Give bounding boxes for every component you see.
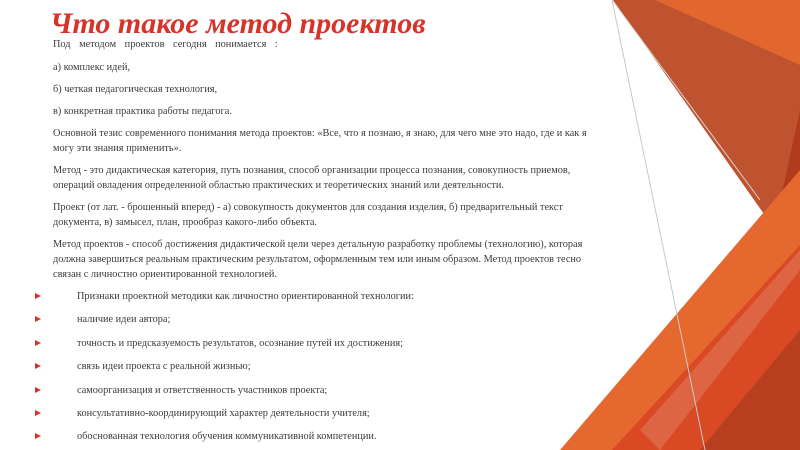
paragraph-project-definition: Проект (от лат. - брошенный вперед) - а) совокупность документов для создания изделия, б) предварительный текст документа, в) замысел, план, прообраз какого-либо объекта. (53, 202, 563, 228)
slide-body (53, 37, 595, 450)
bullet-item: обоснованная технология обучения коммуникативной компетенции. (53, 429, 595, 444)
paragraph-method-definition: Метод - это дидактическая категория, путь познания, способ организации процесса познания, совокупность приемов, операций овладения определенной областью практических и теоретических знаний или деятельности. (53, 165, 571, 191)
paragraph-intro: Под методом проектов сегодня понимается : (53, 39, 278, 50)
paragraph-thesis: Основной тезис современного понимания метода проектов: «Все, что я познаю, я знаю, для чего мне это надо, где и как я могу эти знания применить». (53, 128, 587, 154)
slide-title: Что такое метод проектов (50, 7, 426, 40)
bullet-list (53, 289, 595, 444)
bullet-item: точность и предсказуемость результатов, осознание путей их достижения; (53, 336, 595, 351)
paragraph-item-c: в) конкретная практика работы педагога. (53, 106, 232, 117)
bullet-item: связь идеи проекта с реальной жизнью; (53, 359, 595, 374)
paragraph-item-a: а) комплекс идей, (53, 62, 131, 73)
bullet-item: Признаки проектной методики как личностно ориентированной технологии: (53, 289, 595, 304)
bullet-item: консультативно-координирующий характер деятельности учителя; (53, 406, 595, 421)
paragraph-item-b: б) четкая педагогическая технология, (53, 84, 218, 95)
bullet-item: самоорганизация и ответственность участников проекта; (53, 383, 595, 398)
bullet-item: наличие идеи автора; (53, 312, 595, 327)
paragraph-project-method: Метод проектов - способ достижения дидактической цели через детальную разработку проблемы (технологию), которая должна завершиться реальным практическим результатом, оформленным тем или иным образом. Метод проектов тесно связан с личностно ориентированной технологией. (53, 239, 583, 280)
